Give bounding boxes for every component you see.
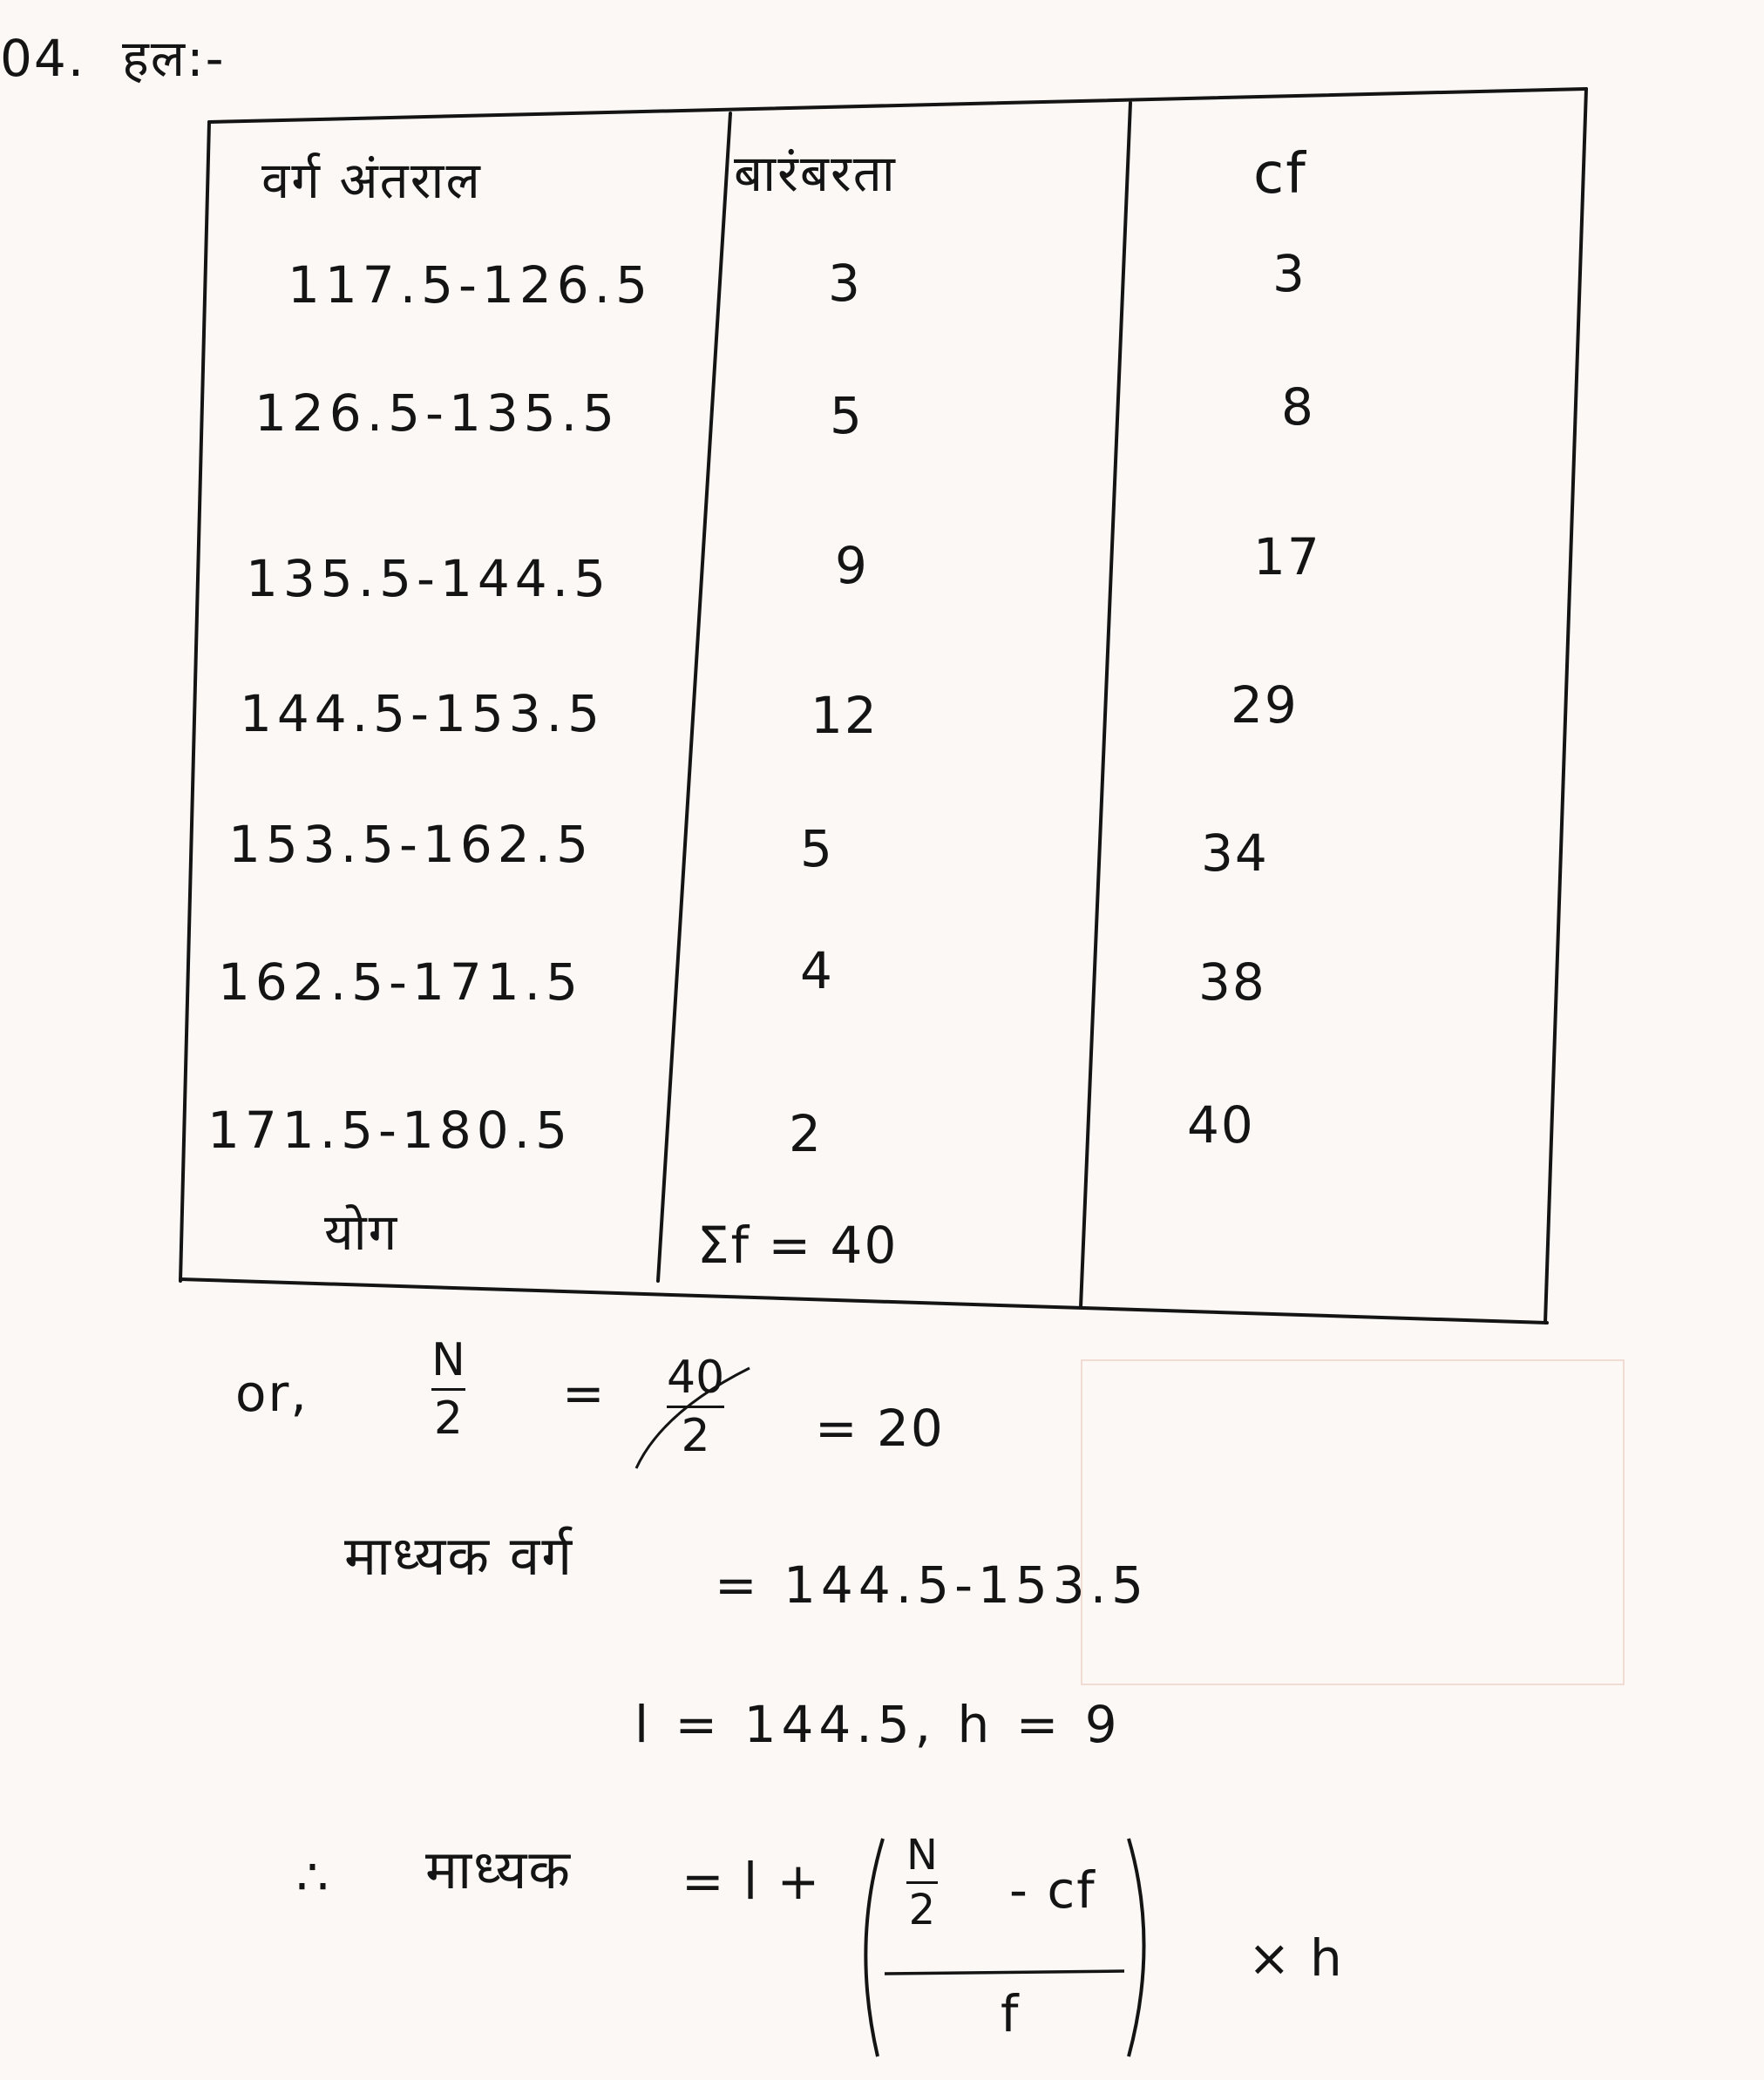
fraction-denominator: 2 xyxy=(433,1392,463,1445)
or-label: or, xyxy=(235,1364,309,1423)
solution-label: हल:- xyxy=(122,29,226,88)
column-divider-2 xyxy=(1081,103,1130,1307)
median-label: माध्यक xyxy=(425,1838,573,1901)
column-divider-1 xyxy=(658,113,730,1281)
table-right-border xyxy=(1545,89,1586,1323)
fraction-numerator: N xyxy=(906,1831,938,1880)
total-label: योग xyxy=(324,1203,399,1262)
formula-n-over-2 xyxy=(906,1831,938,1934)
formula-cf: - cf xyxy=(1009,1860,1096,1920)
table-left-border xyxy=(180,122,209,1281)
table-top-border xyxy=(209,89,1586,122)
therefore-symbol: ∴ xyxy=(296,1847,330,1907)
row-6-frequency: 4 xyxy=(800,941,834,1000)
row-5-cf: 34 xyxy=(1201,823,1269,883)
formula-end: × h xyxy=(1248,1928,1344,1988)
row-7-interval: 171.5-180.5 xyxy=(207,1101,573,1160)
l-h-values: l = 144.5, h = 9 xyxy=(634,1695,1123,1754)
row-3-frequency: 9 xyxy=(835,536,869,595)
row-1-interval: 117.5-126.5 xyxy=(288,255,654,315)
header-class-interval: वर्ग अंतराल xyxy=(261,151,482,210)
row-1-frequency: 3 xyxy=(828,254,862,313)
median-class-value: = 144.5-153.5 xyxy=(715,1555,1150,1615)
row-6-interval: 162.5-171.5 xyxy=(218,952,584,1012)
formula-start: = l + xyxy=(682,1852,822,1911)
row-4-frequency: 12 xyxy=(811,686,879,745)
row-3-interval: 135.5-144.5 xyxy=(246,549,612,608)
row-1-cf: 3 xyxy=(1272,244,1306,303)
median-class-label: माध्यक वर्ग xyxy=(344,1524,574,1588)
header-frequency: बारंबरता xyxy=(734,144,897,203)
row-7-cf: 40 xyxy=(1187,1095,1255,1155)
row-7-frequency: 2 xyxy=(789,1104,823,1163)
row-4-interval: 144.5-153.5 xyxy=(240,684,606,743)
fraction-bar xyxy=(431,1388,465,1391)
half-result: = 20 xyxy=(815,1399,945,1458)
formula-f: f xyxy=(1001,1984,1021,2043)
question-number: 04. xyxy=(0,29,86,88)
row-5-interval: 153.5-162.5 xyxy=(228,815,594,874)
cancel-stroke xyxy=(628,1359,758,1473)
header-cumulative-frequency: cf xyxy=(1253,142,1307,207)
fraction-bar xyxy=(906,1881,938,1884)
fraction-numerator: N xyxy=(431,1334,465,1386)
row-2-frequency: 5 xyxy=(830,386,864,445)
fraction-denominator: 2 xyxy=(908,1886,936,1934)
row-4-cf: 29 xyxy=(1231,675,1299,735)
table-bottom-border xyxy=(180,1279,1547,1323)
row-6-cf: 38 xyxy=(1198,952,1266,1012)
fraction-numerator: 40 xyxy=(667,1352,725,1404)
n-over-2-fraction xyxy=(431,1334,465,1445)
equals-sign: = xyxy=(562,1364,607,1423)
row-3-cf: 17 xyxy=(1253,527,1321,586)
fraction-denominator: 2 xyxy=(681,1410,710,1462)
row-5-frequency: 5 xyxy=(800,819,834,878)
row-2-cf: 8 xyxy=(1281,377,1315,437)
total-frequency: Σf = 40 xyxy=(697,1216,899,1275)
row-2-interval: 126.5-135.5 xyxy=(254,383,621,443)
